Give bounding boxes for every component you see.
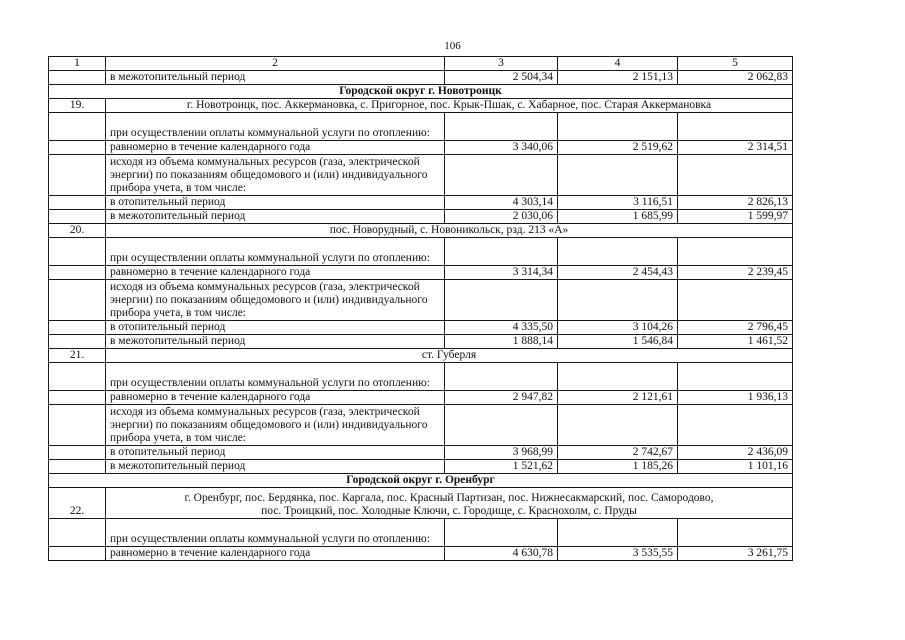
table-row bbox=[49, 71, 793, 85]
row-label: в межотопительный период bbox=[106, 335, 445, 349]
value-cell: 2 314,51 bbox=[678, 141, 793, 155]
value-cell: 1 599,97 bbox=[678, 210, 793, 224]
value-cell: 1 101,16 bbox=[678, 460, 793, 474]
row-label: исходя из объема коммунальных ресурсов (газа, электрической энергии) по показаниям общедомового и (или) индивидуального прибора учета, в том числе: bbox=[106, 280, 445, 321]
table-row bbox=[49, 519, 793, 547]
table-row bbox=[49, 210, 793, 224]
row-label: в отопительный период bbox=[106, 446, 445, 460]
column-number: 4 bbox=[558, 57, 678, 71]
value-cell: 2 436,09 bbox=[678, 446, 793, 460]
table-row bbox=[49, 141, 793, 155]
table-row bbox=[49, 321, 793, 335]
value-cell: 2 742,67 bbox=[558, 446, 678, 460]
table-row bbox=[49, 547, 793, 561]
value-cell: 1 888,14 bbox=[445, 335, 558, 349]
column-number: 1 bbox=[49, 57, 106, 71]
table-row bbox=[49, 405, 793, 446]
locality-name: пос. Новорудный, с. Новоникольск, рзд. 213 «А» bbox=[106, 224, 793, 238]
value-cell: 2 519,62 bbox=[558, 141, 678, 155]
row-label: равномерно в течение календарного года bbox=[106, 141, 445, 155]
locality-line: пос. Троицкий, пос. Холодные Ключи, с. Городище, с. Краснохолм, с. Пруды bbox=[261, 505, 637, 517]
row-label: равномерно в течение календарного года bbox=[106, 547, 445, 561]
locality-row bbox=[49, 349, 793, 363]
value-cell: 1 936,13 bbox=[678, 391, 793, 405]
table-row bbox=[49, 238, 793, 266]
locality-name: г. Новотроицк, пос. Аккермановка, с. Пригорное, пос. Крык-Пшак, с. Хабарное, пос. Старая Аккермановка bbox=[106, 99, 793, 113]
locality-row bbox=[49, 488, 793, 519]
column-number-row bbox=[49, 57, 793, 71]
table-row bbox=[49, 280, 793, 321]
column-number: 2 bbox=[106, 57, 445, 71]
value-cell: 2 030,06 bbox=[445, 210, 558, 224]
row-label: при осуществлении оплаты коммунальной услуги по отоплению: bbox=[106, 238, 445, 266]
table-row bbox=[49, 446, 793, 460]
row-index: 22. bbox=[49, 488, 106, 519]
table-row bbox=[49, 391, 793, 405]
value-cell: 3 535,55 bbox=[558, 547, 678, 561]
district-heading: Городской округ г. Оренбург bbox=[49, 474, 793, 488]
value-cell: 3 968,99 bbox=[445, 446, 558, 460]
value-cell: 3 116,51 bbox=[558, 196, 678, 210]
value-cell: 2 121,61 bbox=[558, 391, 678, 405]
row-label: в межотопительный период bbox=[106, 71, 445, 85]
row-index: 20. bbox=[49, 224, 106, 238]
row-label: исходя из объема коммунальных ресурсов (газа, электрической энергии) по показаниям общедомового и (или) индивидуального прибора учета, в том числе: bbox=[106, 155, 445, 196]
value-cell: 2 826,13 bbox=[678, 196, 793, 210]
value-cell: 3 104,26 bbox=[558, 321, 678, 335]
row-label: в межотопительный период bbox=[106, 460, 445, 474]
value-cell: 1 461,52 bbox=[678, 335, 793, 349]
value-cell: 2 062,83 bbox=[678, 71, 793, 85]
value-cell: 1 521,62 bbox=[445, 460, 558, 474]
row-index: 19. bbox=[49, 99, 106, 113]
table-row bbox=[49, 266, 793, 280]
row-label: равномерно в течение календарного года bbox=[106, 391, 445, 405]
row-label: при осуществлении оплаты коммунальной услуги по отоплению: bbox=[106, 363, 445, 391]
value-cell: 2 504,34 bbox=[445, 71, 558, 85]
row-label: равномерно в течение календарного года bbox=[106, 266, 445, 280]
row-label: в отопительный период bbox=[106, 196, 445, 210]
district-header-row bbox=[49, 85, 793, 99]
row-label: при осуществлении оплаты коммунальной услуги по отоплению: bbox=[106, 113, 445, 141]
value-cell: 4 335,50 bbox=[445, 321, 558, 335]
value-cell: 2 151,13 bbox=[558, 71, 678, 85]
row-label: в отопительный период bbox=[106, 321, 445, 335]
table-row bbox=[49, 363, 793, 391]
value-cell: 2 454,43 bbox=[558, 266, 678, 280]
row-label: при осуществлении оплаты коммунальной услуги по отоплению: bbox=[106, 519, 445, 547]
row-label: в межотопительный период bbox=[106, 210, 445, 224]
tariff-table bbox=[48, 56, 793, 561]
value-cell: 4 303,14 bbox=[445, 196, 558, 210]
locality-name: ст. Губерля bbox=[106, 349, 793, 363]
locality-row bbox=[49, 224, 793, 238]
value-cell: 1 546,84 bbox=[558, 335, 678, 349]
value-cell: 2 239,45 bbox=[678, 266, 793, 280]
row-label: исходя из объема коммунальных ресурсов (газа, электрической энергии) по показаниям общедомового и (или) индивидуального прибора учета, в том числе: bbox=[106, 405, 445, 446]
value-cell: 1 685,99 bbox=[558, 210, 678, 224]
value-cell: 3 314,34 bbox=[445, 266, 558, 280]
locality-name bbox=[106, 488, 793, 519]
column-number: 3 bbox=[445, 57, 558, 71]
value-cell: 1 185,26 bbox=[558, 460, 678, 474]
value-cell: 4 630,78 bbox=[445, 547, 558, 561]
row-index: 21. bbox=[49, 349, 106, 363]
page-number: 106 bbox=[444, 40, 461, 52]
column-number: 5 bbox=[678, 57, 793, 71]
table-row bbox=[49, 196, 793, 210]
district-heading: Городской округ г. Новотроицк bbox=[49, 85, 793, 99]
value-cell: 2 947,82 bbox=[445, 391, 558, 405]
locality-line: г. Оренбург, пос. Бердянка, пос. Каргала, пос. Красный Партизан, пос. Нижнесакмарский, пос. Самородово, bbox=[184, 492, 714, 504]
value-cell: 3 261,75 bbox=[678, 547, 793, 561]
table-row bbox=[49, 155, 793, 196]
table-row bbox=[49, 460, 793, 474]
value-cell: 3 340,06 bbox=[445, 141, 558, 155]
district-header-row bbox=[49, 474, 793, 488]
table-row bbox=[49, 335, 793, 349]
value-cell: 2 796,45 bbox=[678, 321, 793, 335]
locality-row bbox=[49, 99, 793, 113]
table-row bbox=[49, 113, 793, 141]
